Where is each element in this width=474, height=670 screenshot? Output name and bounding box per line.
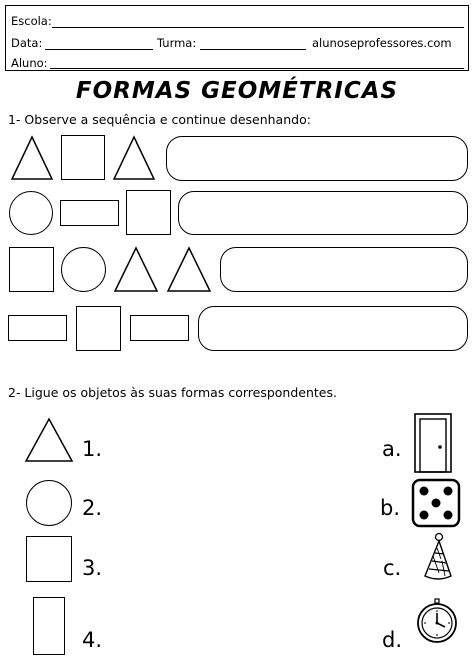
square-shape <box>76 306 121 351</box>
turma-line <box>200 49 306 50</box>
rectangle-shape <box>130 315 189 341</box>
dice-icon <box>411 478 461 528</box>
site-text: alunoseprofessores.com <box>312 36 452 50</box>
party-hat-icon <box>420 532 454 584</box>
rectangle-shape <box>8 315 67 341</box>
drawing-area[interactable] <box>220 247 468 292</box>
square-shape <box>61 135 105 180</box>
square-shape <box>9 247 54 292</box>
door-icon <box>413 412 453 474</box>
drawing-area[interactable] <box>178 191 468 235</box>
letter-label: d. <box>382 628 403 652</box>
letter-label: c. <box>383 556 402 580</box>
triangle-shape <box>166 246 212 293</box>
triangle-shape <box>24 417 74 463</box>
number-label: 4. <box>82 628 103 652</box>
escola-label: Escola: <box>11 14 52 28</box>
turma-label: Turma: <box>157 36 197 50</box>
rectangle-shape <box>33 597 65 655</box>
square-shape <box>26 536 72 582</box>
number-label: 1. <box>82 437 103 461</box>
drawing-area[interactable] <box>166 136 468 181</box>
triangle-shape <box>113 246 159 293</box>
number-label: 2. <box>82 496 103 520</box>
section1-instruction: 1- Observe a sequência e continue desenhando: <box>8 112 311 127</box>
square-shape <box>126 190 171 235</box>
data-label: Data: <box>11 36 43 50</box>
rectangle-shape <box>60 200 119 226</box>
letter-label: b. <box>380 496 401 520</box>
escola-line <box>52 27 464 28</box>
circle-shape <box>26 480 72 526</box>
clock-icon <box>415 598 459 646</box>
drawing-area[interactable] <box>198 306 468 351</box>
data-line <box>45 49 153 50</box>
aluno-label: Aluno: <box>11 56 48 70</box>
circle-shape <box>9 191 53 235</box>
aluno-line <box>50 68 464 69</box>
section2-instruction: 2- Ligue os objetos às suas formas correspondentes. <box>8 385 337 400</box>
letter-label: a. <box>382 437 402 461</box>
circle-shape <box>61 247 106 292</box>
page-title: FORMAS GEOMÉTRICAS <box>75 78 399 104</box>
triangle-shape <box>112 135 156 181</box>
number-label: 3. <box>82 556 103 580</box>
triangle-shape <box>10 135 54 181</box>
